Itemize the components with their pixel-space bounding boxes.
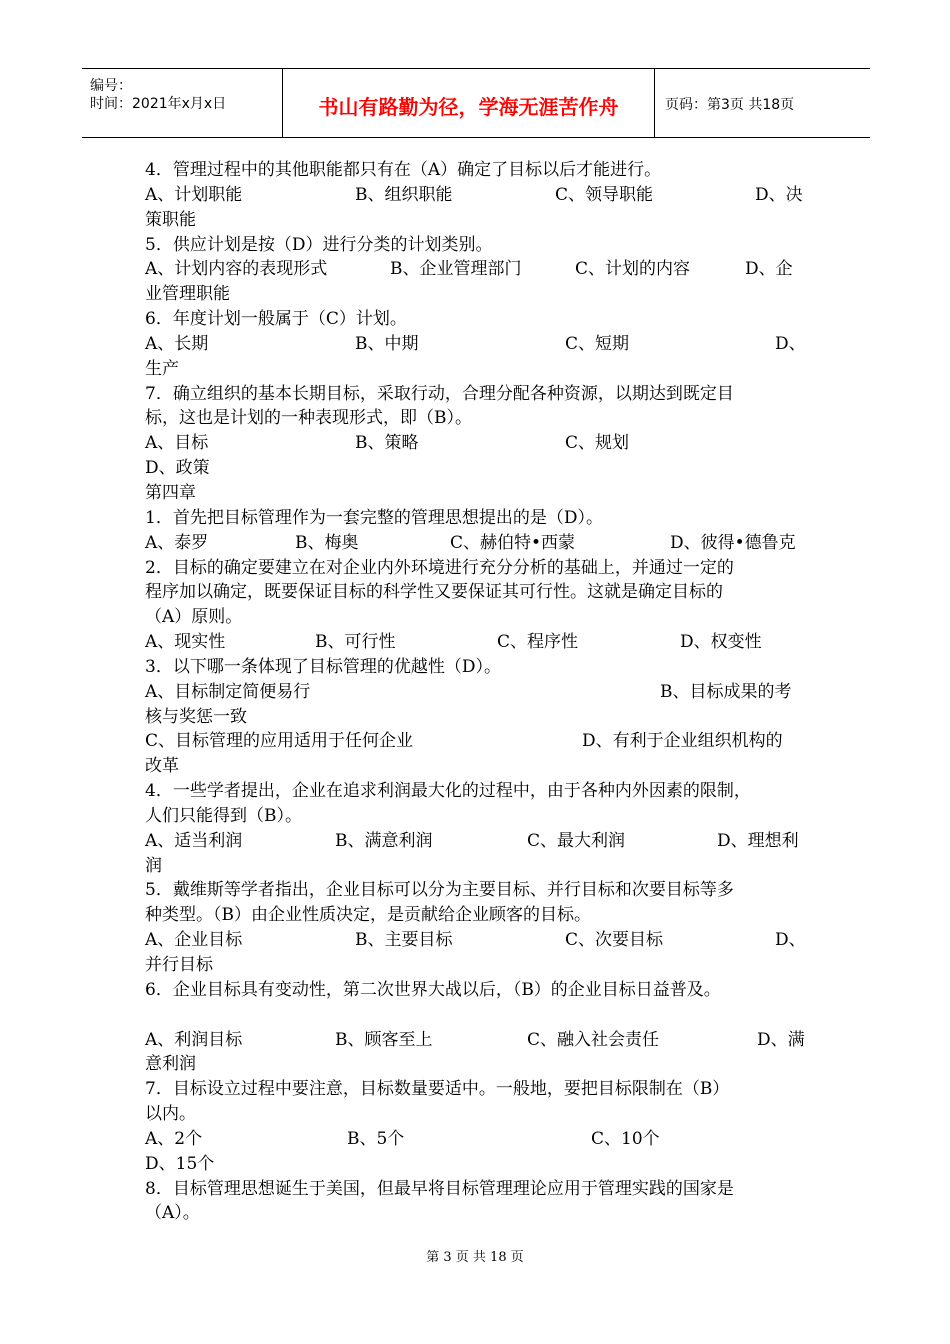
text-line: 标，这也是计划的一种表现形式，即（B）。 [145,408,472,429]
page-footer: 第 3 页 共 18 页 [426,1250,524,1265]
text-line: 5．戴维斯等学者指出，企业目标可以分为主要目标、并行目标和次要目标等多 [145,880,734,901]
text-line: 种类型。（B）由企业性质决定，是贡献给企业顾客的目标。 [145,905,591,926]
option-item: B、顾客至上 [335,1029,433,1050]
text-line: 润 [145,855,162,876]
text-line: 8．目标管理思想诞生于美国，但最早将目标管理理论应用于管理实践的国家是 [145,1178,734,1199]
option-row [145,928,810,953]
option-item: C、次要目标 [565,930,664,951]
option-item: A、长期 [145,333,209,354]
option-item: B、企业管理部门 [390,259,522,280]
option-item: D、企 [745,259,793,280]
motto: 书山有路勤为径，学海无涯苦作舟 [318,95,619,119]
option-item: B、满意利润 [335,830,433,851]
text-line: 3．以下哪一条体现了目标管理的优越性（D）。 [145,656,501,677]
page-label: 页码：第3页 共18页 [665,97,795,113]
option-item: C、最大利润 [527,830,626,851]
option-row [145,680,810,705]
option-item: A、利润目标 [145,1029,243,1050]
option-item: A、企业目标 [145,930,243,951]
option-row [145,257,810,282]
option-item: C、赫伯特•西蒙 [450,532,576,553]
text-line: 人们只能得到（B）。 [145,805,302,826]
text-line: D、15个 [145,1153,215,1174]
option-item: D、 [775,930,806,951]
text-line: D、政策 [145,458,210,479]
option-row [145,183,810,208]
text-line: 7．目标设立过程中要注意，目标数量要适中。一般地，要把目标限制在（B） [145,1079,730,1100]
option-item: B、组织职能 [355,184,453,205]
option-item: A、计划内容的表现形式 [145,259,328,280]
option-row [145,332,810,357]
text-line: 程序加以确定，既要保证目标的科学性又要保证其可行性。这就是确定目标的 [145,582,723,603]
option-row [145,531,810,556]
document-header [82,68,870,138]
text-line: 1．首先把目标管理作为一套完整的管理思想提出的是（D）。 [145,507,603,528]
option-item: D、有利于企业组织机构的 [582,731,783,752]
option-item: C、程序性 [497,632,579,653]
text-line: 4．管理过程中的其他职能都只有在（A）确定了目标以后才能进行。 [145,160,662,180]
option-item: A、泰罗 [145,532,209,553]
text-line: 6．年度计划一般属于（C）计划。 [145,309,407,330]
option-item: D、满 [757,1029,805,1050]
option-item: A、目标制定简便易行 [145,681,311,702]
option-item: C、规划 [565,433,630,454]
text-line: 策职能 [145,209,196,230]
option-item: D、彼得•德鲁克 [670,532,796,553]
option-item: A、2个 [145,1128,203,1149]
text-line: 4．一些学者提出，企业在追求利润最大化的过程中，由于各种内外因素的限制， [145,781,751,802]
option-item: D、决 [755,184,803,205]
header-right-cell [655,69,870,137]
option-item: C、计划的内容 [575,259,691,280]
option-item: C、短期 [565,333,630,354]
time-label: 时间：2021年x月x日 [90,96,227,112]
option-item: D、 [775,333,806,354]
text-line: 2．目标的确定要建立在对企业内外环境进行充分分析的基础上，并通过一定的 [145,557,734,578]
text-line: （A）原则。 [145,607,243,628]
option-item: A、适当利润 [145,830,243,851]
option-row [145,829,810,854]
option-item: A、目标 [145,433,209,454]
text-line [145,1003,810,1028]
text-line: （A）。 [145,1203,200,1224]
question-body [145,158,810,1226]
text-line: 6．企业目标具有变动性，第二次世界大战以后，（B）的企业目标日益普及。 [145,979,721,1000]
option-row [145,1028,810,1053]
text-line: 生产 [145,358,179,379]
option-item: D、理想利 [717,830,799,851]
option-item: B、可行性 [315,632,396,653]
option-item: C、目标管理的应用适用于任何企业 [145,731,414,752]
option-item: B、目标成果的考 [660,681,792,702]
number-label: 编号： [90,78,132,94]
text-line: 核与奖惩一致 [145,706,247,727]
header-center-cell [283,69,655,137]
option-row [145,630,810,655]
option-item: C、10个 [591,1128,660,1149]
text-line: 改革 [145,756,179,777]
text-line: 以内。 [145,1104,196,1125]
text-line: 意利润 [145,1054,196,1075]
text-line: 并行目标 [145,955,213,975]
text-line: 业管理职能 [145,284,230,305]
option-item: B、梅奥 [295,532,359,553]
text-line: 5．供应计划是按（D）进行分类的计划类别。 [145,234,493,255]
option-item: B、中期 [355,333,419,354]
option-row [145,729,810,754]
option-item: B、策略 [355,433,419,454]
text-line: 7．确立组织的基本长期目标，采取行动，合理分配各种资源，以期达到既定目 [145,383,734,404]
option-item: B、5个 [347,1128,405,1149]
option-item: A、计划职能 [145,184,243,205]
option-item: A、现实性 [145,632,226,653]
option-row [145,1127,810,1152]
option-item: C、融入社会责任 [527,1029,660,1050]
option-item: B、主要目标 [355,930,453,951]
option-row [145,431,810,456]
option-item: D、权变性 [680,632,762,653]
option-item: C、领导职能 [555,184,654,205]
header-left-cell [82,69,283,137]
text-line: 第四章 [145,482,196,503]
